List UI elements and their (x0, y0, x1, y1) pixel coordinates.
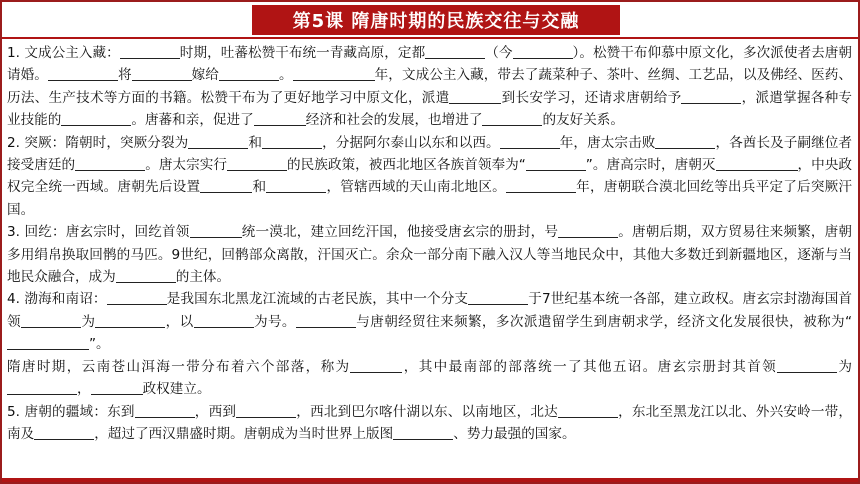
paragraph-text: ）。松赞干布仰慕中原文化，多次派使者去唐朝请婚。 (7, 45, 853, 84)
paragraph-text: ，中央政权完全统一西域。唐朝先后设置 (7, 157, 853, 196)
paragraph-text: 的民族政策，被西北地区各族首领奉为“ (286, 157, 526, 174)
fill-in-blank[interactable] (107, 290, 167, 305)
fill-in-blank[interactable] (227, 156, 287, 171)
fill-in-blank[interactable] (526, 156, 586, 171)
fill-in-blank[interactable] (34, 425, 94, 440)
fill-in-blank[interactable] (506, 178, 576, 193)
paragraph-text: 1. 文成公主入藏： (7, 45, 120, 61)
fill-in-blank[interactable] (482, 111, 542, 126)
fill-in-blank[interactable] (135, 403, 195, 418)
paragraph-text: 。 (278, 67, 293, 84)
paragraph-p3 (7, 221, 852, 288)
fill-in-blank[interactable] (120, 44, 180, 59)
fill-in-blank[interactable] (777, 358, 837, 373)
paragraph-text: 年，文成公主入藏，带去了蔬菜种子、茶叶、丝绸、工艺品，以及佛经、医药、历法、生产技术等方面的书籍。松赞干布为了更好地学习中原文化，派遣 (7, 67, 853, 106)
fill-in-blank[interactable] (21, 313, 81, 328)
paragraph-p1 (7, 42, 852, 132)
paragraph-text: ，派遣掌握各种专业技能的 (7, 89, 853, 129)
fill-in-blank[interactable] (266, 178, 326, 193)
paragraph-text: ，各酋长及子嗣继位者接受唐廷的 (7, 134, 853, 174)
fill-in-blank[interactable] (558, 403, 618, 418)
paragraph-p2 (7, 132, 852, 222)
paragraph-text: 为号。 (253, 313, 296, 330)
fill-in-blank[interactable] (61, 111, 131, 126)
paragraph-text: 。唐朝后期，双方贸易往来频繁，唐朝多用绢帛换取回鹘的马匹。9世纪，回鹘部众离散，汗国灭亡。余众一部分南下融入汉人等当地民众中，其他大多数迁到新疆地区，逐渐与当地民众融合，成为 (7, 224, 852, 286)
fill-in-blank[interactable] (716, 156, 798, 171)
paragraph-text: 2. 突厥：隋朝时，突厥分裂为 (7, 134, 189, 151)
paragraph-text: ，管辖西域的天山南北地区。 (326, 179, 506, 196)
title-divider (2, 37, 858, 39)
paragraph-text: 与唐朝经贸往来频繁，多次派遣留学生到唐朝求学，经济文化发展很快，被称为“ (355, 313, 853, 330)
paragraph-text: ，西到 (194, 403, 237, 420)
fill-in-blank[interactable] (513, 44, 573, 59)
paragraph-text: 、势力最强的国家。 (453, 425, 576, 442)
paragraph-text: 年，唐太宗击败 (559, 134, 656, 151)
paragraph-text: 为 (80, 313, 96, 330)
paragraph-text: 和 (252, 179, 267, 196)
fill-in-blank[interactable] (681, 89, 741, 104)
paragraph-text: 年，唐朝联合漠北回纥等出兵平定了后突厥汗国。 (7, 179, 853, 218)
fill-in-blank[interactable] (200, 178, 252, 193)
paragraph-text: 经济和社会的发展，也增进了 (305, 112, 483, 129)
fill-in-blank[interactable] (48, 66, 118, 81)
paragraph-text: 为 (837, 358, 853, 375)
paragraph-text: ，超过了西汉鼎盛时期。唐朝成为当时世界上版图 (94, 425, 394, 442)
fill-in-blank[interactable] (132, 66, 192, 81)
paragraph-text: ，其中最南部的部落统一了其他五诏。唐玄宗册封其首领 (402, 358, 778, 375)
paragraph-text: 5. 唐朝的疆域：东到 (7, 403, 135, 420)
paragraph-text: 的主体。 (175, 269, 231, 286)
paragraph-text: ， (77, 381, 91, 398)
worksheet-content (7, 42, 852, 476)
fill-in-blank[interactable] (558, 223, 618, 238)
fill-in-blank[interactable] (293, 66, 375, 81)
fill-in-blank[interactable] (116, 268, 176, 283)
fill-in-blank[interactable] (188, 134, 248, 149)
paragraph-text: ，以 (165, 313, 194, 330)
fill-in-blank[interactable] (262, 134, 322, 149)
paragraph-text: 到长安学习，还请求唐朝给予 (501, 89, 682, 106)
paragraph-p4 (7, 288, 852, 355)
paragraph-text: 隋唐时期，云南苍山洱海一带分布着六个部落，称为 (7, 358, 351, 375)
paragraph-text: 。唐蕃和亲，促进了 (131, 112, 254, 129)
fill-in-blank[interactable] (425, 44, 485, 59)
fill-in-blank[interactable] (75, 156, 145, 171)
fill-in-blank[interactable] (500, 134, 560, 149)
paragraph-p5 (7, 401, 852, 446)
paragraph-text: ”。唐高宗时，唐朝灭 (585, 157, 716, 174)
paragraph-text: ，东北至黑龙江以北、外兴安岭一带，南及 (7, 403, 853, 442)
fill-in-blank[interactable] (254, 111, 306, 126)
fill-in-blank[interactable] (350, 358, 402, 373)
paragraph-text: ，西北到巴尔喀什湖以东、以南地区，北达 (296, 403, 558, 420)
paragraph-text: 。唐太宗实行 (145, 157, 227, 174)
paragraph-text: 3. 回纥：唐玄宗时，回纥首领 (7, 224, 190, 241)
paragraph-text: 政权建立。 (142, 381, 211, 398)
fill-in-blank[interactable] (655, 134, 715, 149)
paragraph-text: ”。 (89, 336, 110, 353)
fill-in-blank[interactable] (393, 425, 453, 440)
paragraph-text: （今 (485, 45, 513, 61)
fill-in-blank[interactable] (296, 313, 356, 328)
fill-in-blank[interactable] (95, 313, 165, 328)
fill-in-blank[interactable] (468, 290, 528, 305)
fill-in-blank[interactable] (194, 313, 254, 328)
paragraph-text: 4. 渤海和南诏： (7, 291, 107, 308)
fill-in-blank[interactable] (190, 223, 242, 238)
lesson-title: 第5课 隋唐时期的民族交往与交融 (252, 5, 620, 35)
fill-in-blank[interactable] (219, 66, 279, 81)
paragraph-text: 和 (248, 134, 263, 151)
paragraph-text: 于7世纪基本统一各部，建立政权。唐玄宗封渤海国首领 (7, 291, 853, 330)
paragraph-text: ，分据阿尔泰山以东和以西。 (322, 134, 500, 151)
paragraph-text: 时期，吐蕃松赞干布统一青藏高原，定都 (179, 45, 426, 61)
fill-in-blank[interactable] (236, 403, 296, 418)
fill-in-blank[interactable] (449, 89, 501, 104)
paragraph-text: 统一漠北，建立回纥汗国，他接受唐玄宗的册封，号 (241, 224, 559, 241)
fill-in-blank[interactable] (91, 380, 143, 395)
paragraph-text: 的友好关系。 (542, 112, 624, 129)
paragraph-text: 是我国东北黑龙江流域的古老民族，其中一个分支 (166, 291, 469, 308)
paragraph-text: 将 (117, 67, 132, 84)
paragraph-text: 嫁给 (191, 67, 219, 84)
fill-in-blank[interactable] (7, 335, 89, 350)
paragraph-p4b (7, 356, 852, 401)
bottom-divider (2, 478, 858, 482)
fill-in-blank[interactable] (7, 380, 77, 395)
